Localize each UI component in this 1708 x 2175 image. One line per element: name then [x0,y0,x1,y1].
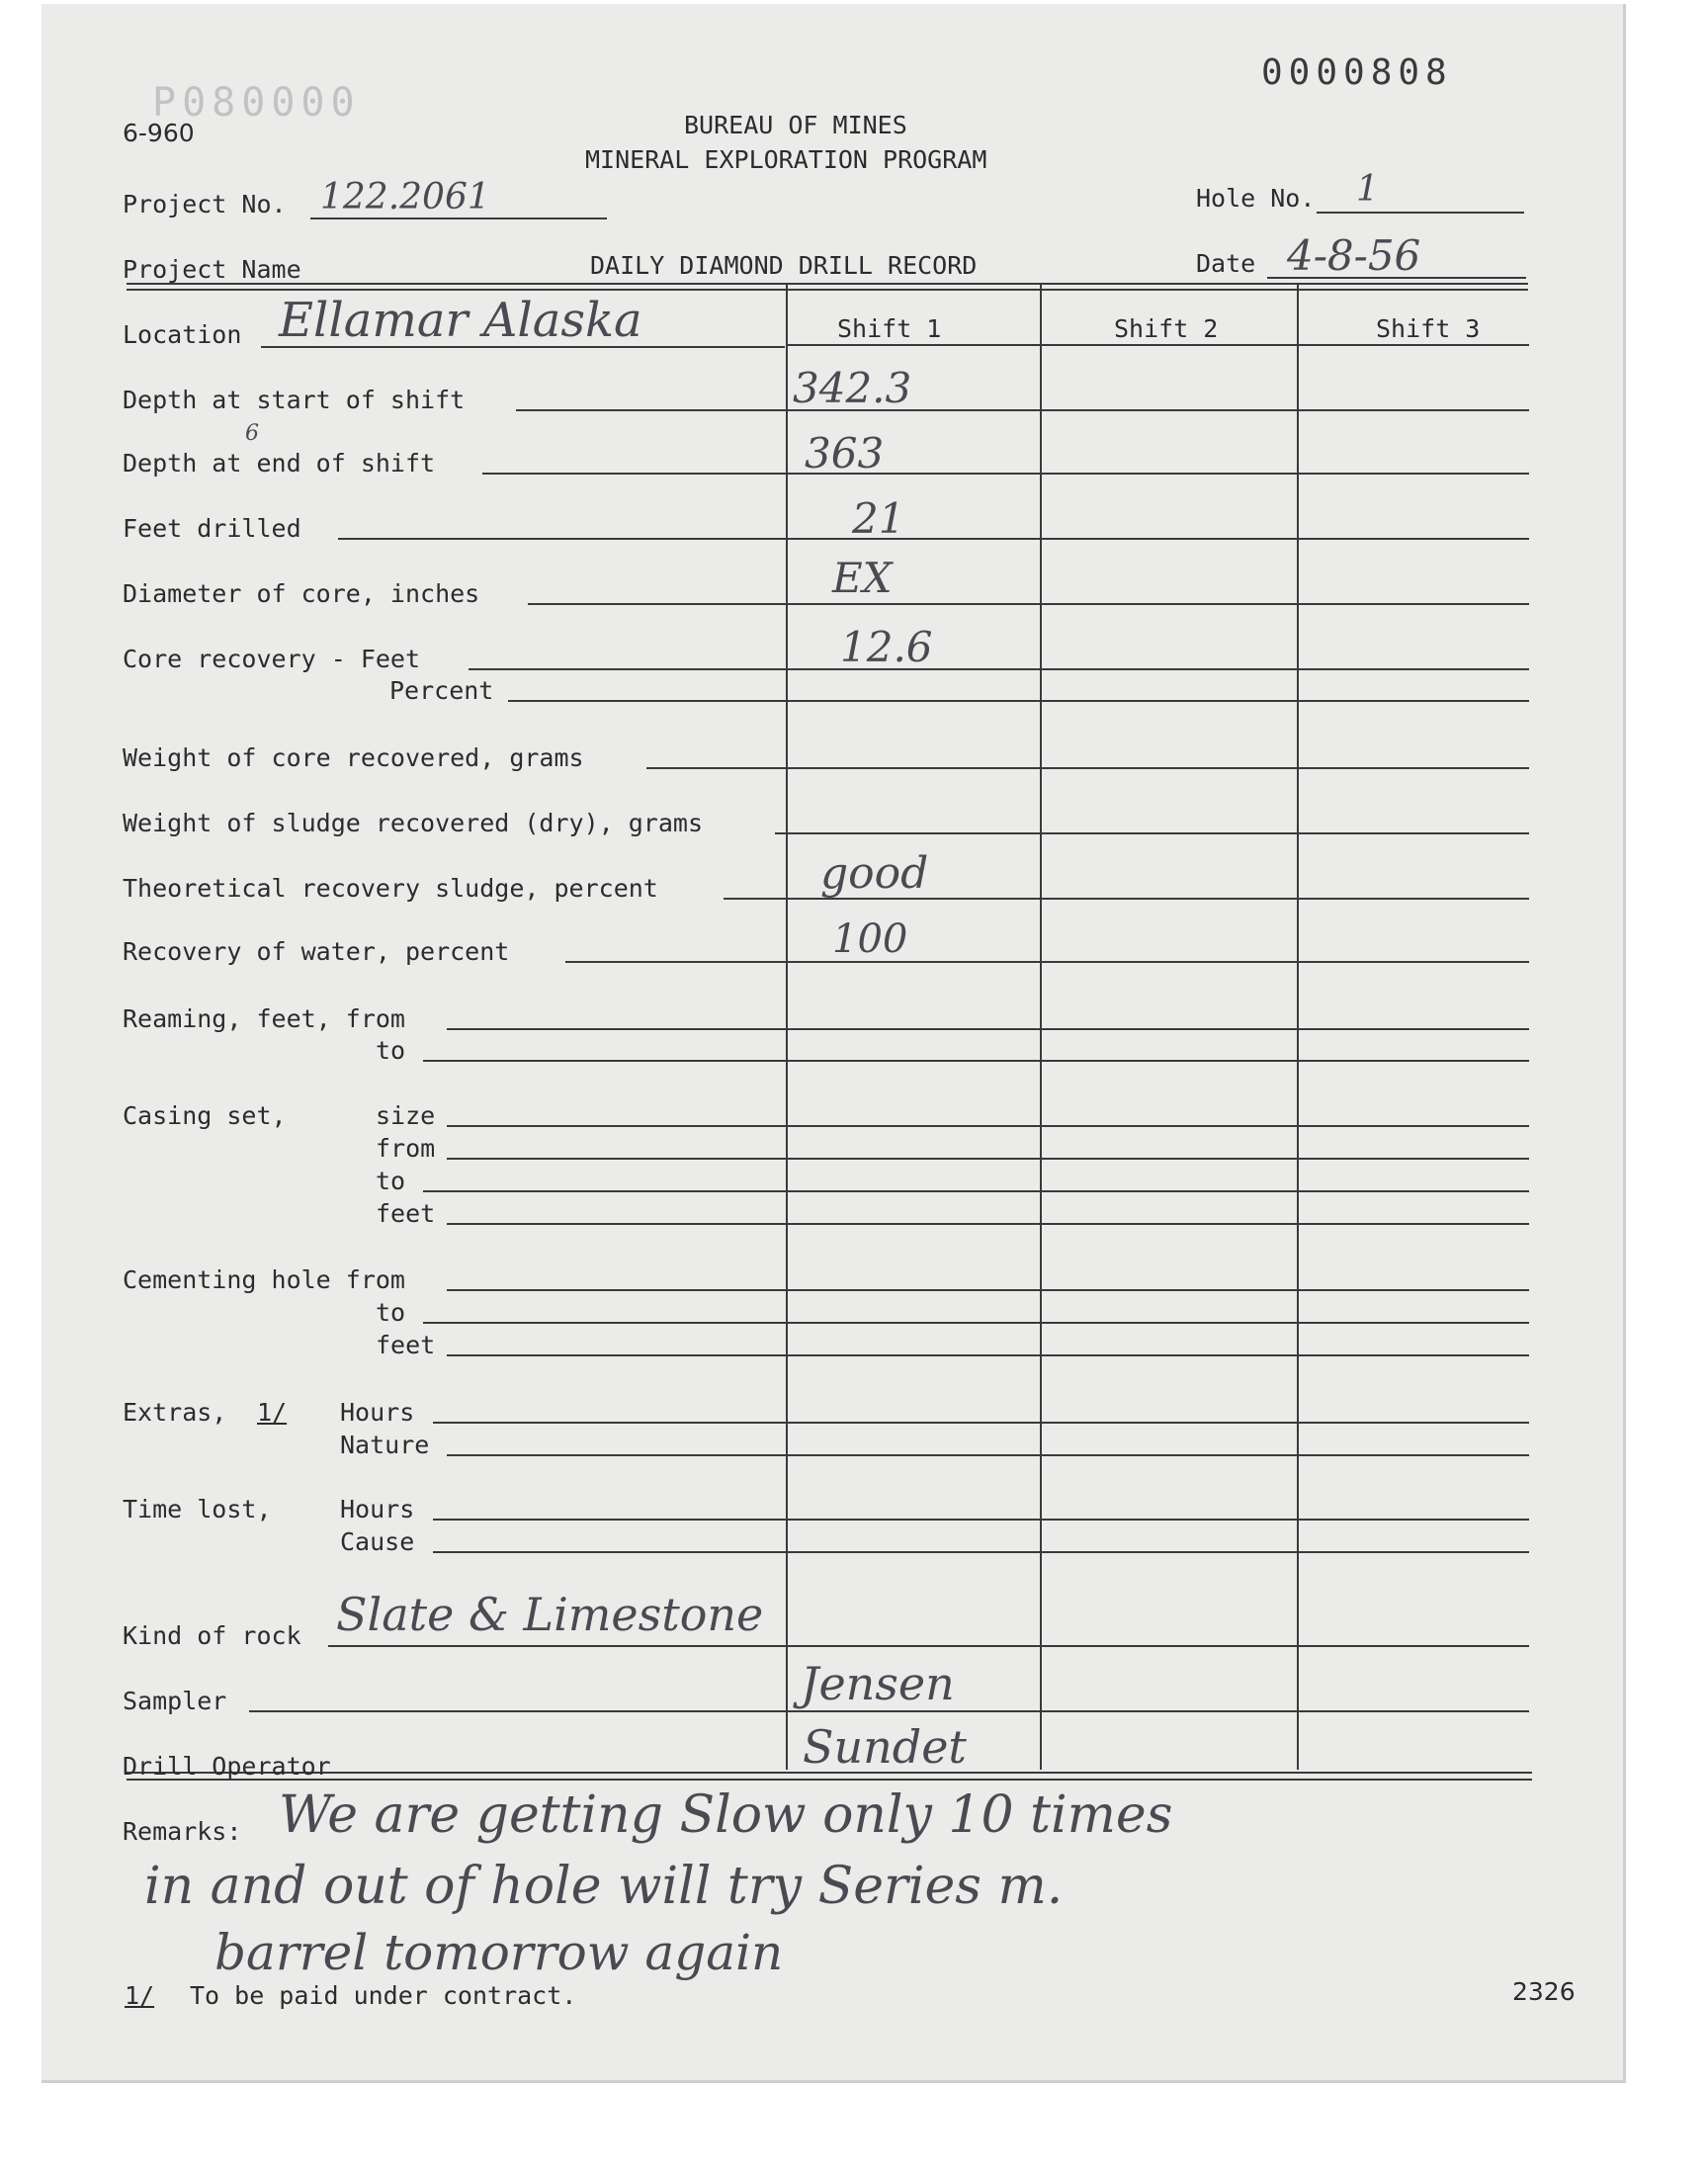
form-sheet [42,4,1626,2083]
cementing-from-line [447,1289,1529,1291]
extras-nature-label: Nature [340,1431,430,1459]
core-recovery-label: Core recovery - Feet [123,645,421,673]
reaming-label: Reaming, feet, from [123,1004,405,1033]
date-label: Date [1196,249,1256,278]
cementing-feet-line [447,1354,1529,1356]
faint-number-stamp: P080000 [152,80,361,126]
table-top-rule [127,283,1528,285]
casing-to-line [423,1190,1529,1192]
shift3-left-border [1297,285,1299,1770]
core-diameter-line [528,603,1529,605]
hole-no-line [1317,212,1524,214]
sludge-theoretical-shift1: good [820,848,929,899]
date-value: 4-8-56 [1287,231,1421,280]
column-header-shift2: Shift 2 [1114,314,1219,343]
column-header-rule [788,344,1529,346]
time-lost-cause-line [433,1551,1529,1553]
casing-label: Casing set, [123,1101,287,1130]
shift2-left-border [1040,285,1042,1770]
extras-footnote-marker: 1/ [257,1398,288,1427]
project-no-value: 122.2061 [320,177,490,218]
remarks-line-1: We are getting Slow only 10 times [279,1785,1173,1845]
water-recovery-label: Recovery of water, percent [123,937,510,966]
time-lost-cause-label: Cause [340,1527,415,1556]
sampler-line [249,1710,1529,1712]
form-title: DAILY DIAMOND DRILL RECORD [590,251,978,280]
cementing-to-label: to [376,1298,406,1327]
agency-name: BUREAU OF MINES [684,111,907,139]
core-recovery-percent-label: Percent [389,676,494,705]
form-number: 6-960 [123,119,195,147]
date-line [1267,277,1526,279]
shift1-left-border [786,285,788,1770]
rock-label: Kind of rock [123,1621,301,1650]
time-lost-hours-line [433,1519,1529,1521]
depth-start-label: Depth at start of shift [123,386,466,414]
feet-drilled-shift1: 21 [852,494,905,543]
rock-line [328,1645,1529,1647]
column-header-shift1: Shift 1 [837,314,942,343]
project-no-line [310,218,607,219]
drill-operator-label: Drill Operator [123,1752,331,1781]
extras-label: Extras, [123,1398,227,1427]
reaming-from-line [447,1028,1529,1030]
water-recovery-line [565,961,1529,963]
casing-feet-label: feet [376,1199,436,1228]
depth-end-margin-mark: 6 [245,421,259,446]
casing-feet-line [447,1223,1529,1225]
sludge-theoretical-label: Theoretical recovery sludge, percent [123,874,658,903]
core-recovery-line [469,668,1529,670]
project-no-label: Project No. [123,190,287,218]
reaming-to-line [423,1060,1529,1062]
extras-hours-label: Hours [340,1398,415,1427]
sludge-weight-label: Weight of sludge recovered (dry), grams [123,809,703,837]
document-number-stamp: 0000808 [1261,52,1453,93]
project-name-label: Project Name [123,255,301,284]
rock-value: Slate & Limestone [336,1588,764,1641]
sampler-shift1: Jensen [801,1657,955,1710]
core-diameter-label: Diameter of core, inches [123,579,480,608]
reaming-to-label: to [376,1036,406,1065]
remarks-line-2: in and out of hole will try Series m. [144,1857,1064,1916]
cementing-feet-label: feet [376,1331,436,1359]
time-lost-label: Time lost, [123,1495,272,1523]
location-line [261,346,785,348]
feet-drilled-line [338,538,1529,540]
remarks-label: Remarks: [123,1817,242,1846]
cementing-label: Cementing hole from [123,1265,405,1294]
casing-to-label: to [376,1167,406,1195]
page-number: 2326 [1512,1977,1576,2006]
casing-from-line [447,1158,1529,1160]
cementing-to-line [423,1322,1529,1324]
core-recovery-shift1: 12.6 [840,623,933,671]
depth-end-line [482,473,1529,475]
location-label: Location [123,320,242,349]
hole-no-value: 1 [1356,169,1379,210]
footnote-marker: 1/ [125,1981,155,2010]
casing-size-label: size [376,1101,436,1130]
footnote-text: To be paid under contract. [190,1981,577,2010]
sampler-label: Sampler [123,1687,227,1715]
hole-no-label: Hole No. [1196,184,1316,213]
sludge-weight-line [775,832,1529,834]
location-value: Ellamar Alaska [279,293,642,348]
remarks-line-3: barrel tomorrow again [214,1924,784,1981]
core-weight-label: Weight of core recovered, grams [123,743,584,772]
time-lost-hours-label: Hours [340,1495,415,1523]
feet-drilled-label: Feet drilled [123,514,301,543]
core-diameter-shift1: EX [832,554,893,602]
table-top-rule-2 [127,289,1528,291]
depth-start-line [516,409,1529,411]
table-bottom-rule-2 [127,1779,1532,1781]
drill-operator-shift1: Sundet [803,1720,967,1774]
column-header-shift3: Shift 3 [1376,314,1481,343]
water-recovery-shift1: 100 [832,916,908,962]
core-recovery-percent-line [508,700,1529,702]
program-name: MINERAL EXPLORATION PROGRAM [585,145,987,174]
casing-size-line [447,1125,1529,1127]
depth-start-shift1: 342.3 [793,364,912,412]
depth-end-label: Depth at end of shift [123,449,436,478]
extras-nature-line [447,1454,1529,1456]
casing-from-label: from [376,1134,436,1163]
core-weight-line [646,767,1529,769]
depth-end-shift1: 363 [805,429,885,478]
extras-hours-line [433,1422,1529,1424]
